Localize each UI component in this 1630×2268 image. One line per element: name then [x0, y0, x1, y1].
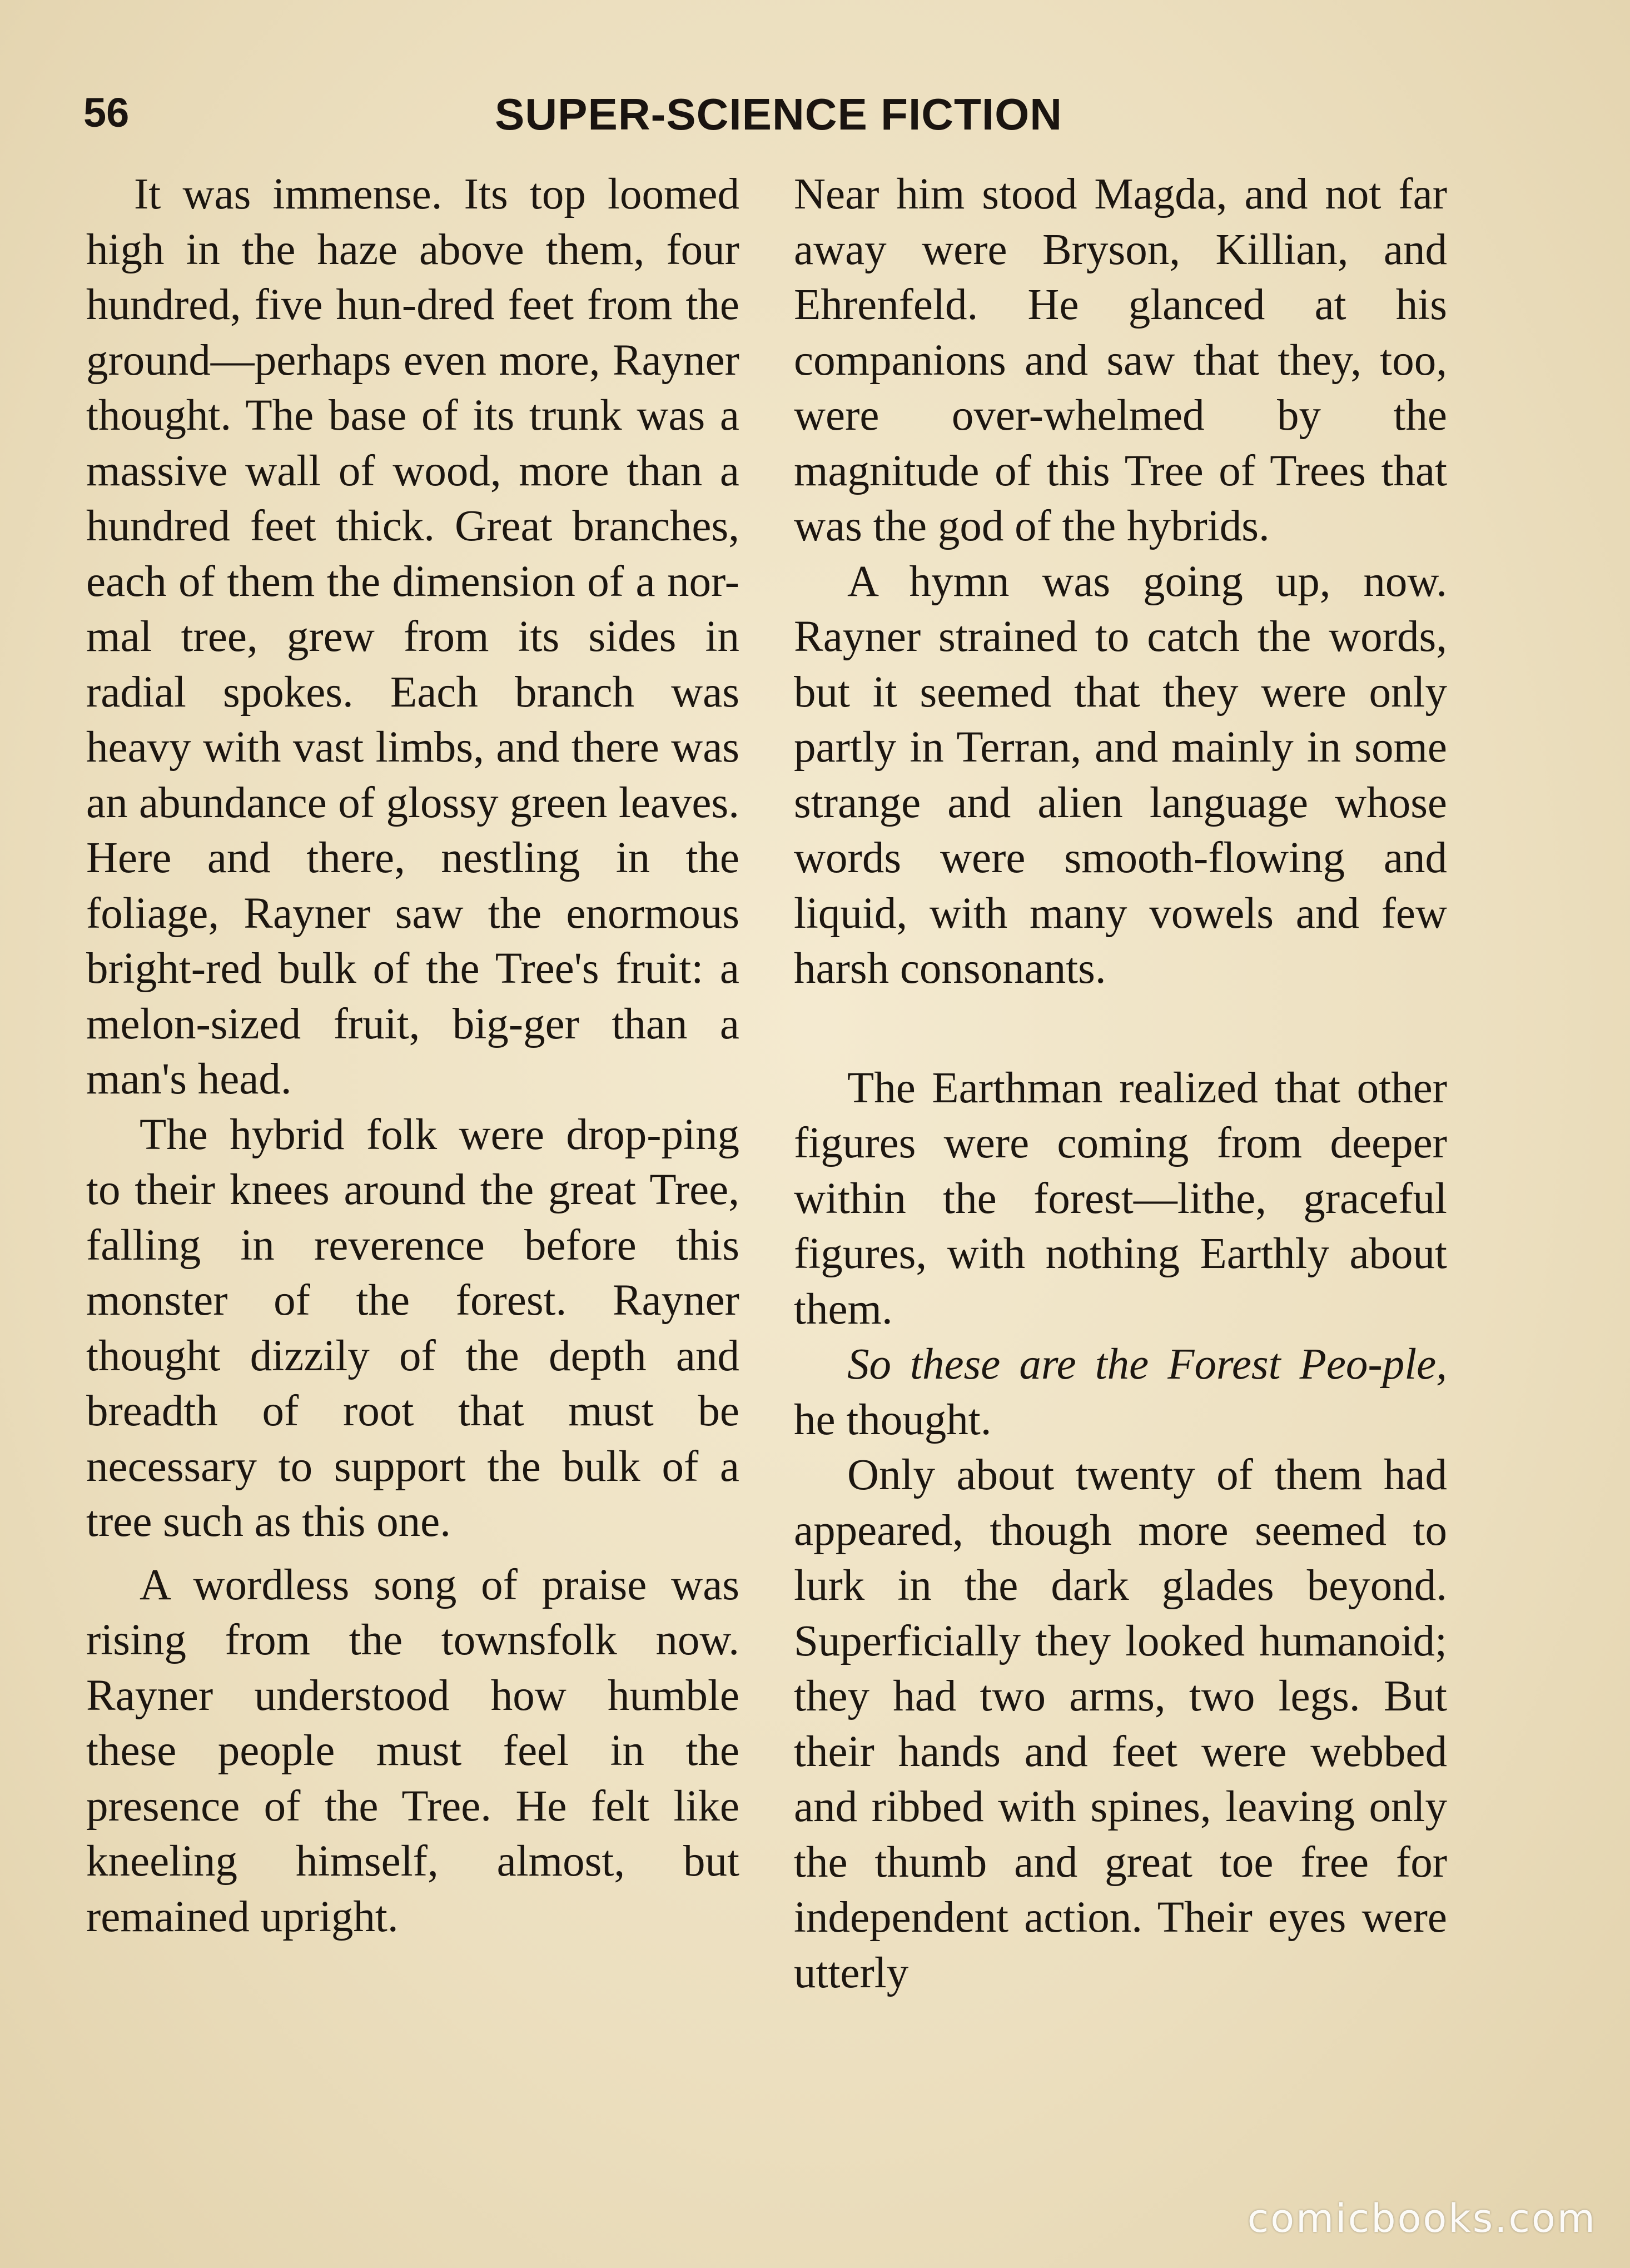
paragraph: A wordless song of praise was rising from the townsfolk now. Rayner understood how humble these people must feel in the presence of the Tree. He felt like kneeling himself, almost, but remained upright. [86, 1560, 739, 1941]
paragraph: A hymn was going up, now. Rayner strained to catch the words, but it seemed that they were only partly in Terran, and mainly in some strange and alien language whose words were smooth-flowing and liquid, with many vowels and few harsh consonants. [794, 557, 1447, 993]
left-column [86, 167, 739, 1944]
thought-attribution: he thought. [794, 1395, 992, 1444]
paragraph: The hybrid folk were drop-ping to their knees around the great Tree, falling in reverence before this monster of the forest. Rayner thought dizzily of the depth and breadth of root that must be necessary to support the bulk of a tree such as this one. [86, 1110, 739, 1546]
paragraph: Only about twenty of them had appeared, though more seemed to lurk in the dark glades beyond. Superficially they looked humanoid; they had two arms, two legs. But their hands and feet were webbed and ribbed with spines, leaving only the thumb and great toe free for independent action. Their eyes were utterly [794, 1451, 1447, 1997]
italic-thought: So these are the Forest Peo-ple, [847, 1340, 1447, 1389]
paragraph: Near him stood Magda, and not far away were Bryson, Killian, and Ehrenfeld. He glanced at his companions and saw that they, too, were over-whelmed by the magnitude of this Tree of Trees that was the god of the hybrids. [794, 170, 1447, 550]
page-header [0, 89, 1630, 150]
paragraph [794, 1337, 1447, 1448]
watermark: comicbooks.com [1247, 2196, 1597, 2241]
page-number: 56 [83, 89, 130, 136]
paragraph: It was immense. Its top loomed high in the haze above them, four hundred, five hun-dred feet from the ground—perhaps even more, Rayner thought. The base of its trunk was a massive wall of wood, more than a hundred feet thick. Great branches, each of them the dimension of a nor-mal tree, grew from its sides in radial spokes. Each branch was heavy with vast limbs, and there was an abundance of glossy green leaves. Here and there, nestling in the foliage, Rayner saw the enormous bright-red bulk of the Tree's fruit: a melon-sized fruit, big-ger than a man's head. [86, 170, 739, 1103]
running-title: SUPER-SCIENCE FICTION [495, 89, 1063, 139]
paragraph: The Earthman realized that other figures were coming from deeper within the forest—lithe, graceful figures, with nothing Earthly about them. [794, 1063, 1447, 1334]
right-column [794, 167, 1447, 2001]
